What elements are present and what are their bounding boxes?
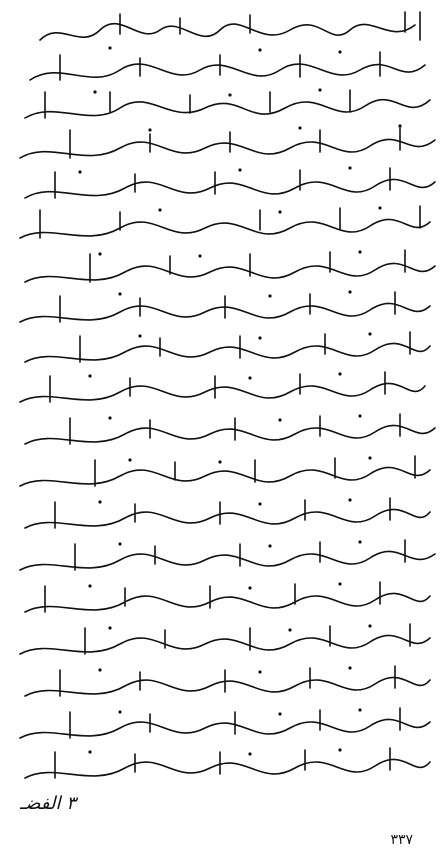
page-number: ٣٣٧ (390, 832, 413, 848)
catchword: ٣ الفضـ (20, 793, 76, 814)
